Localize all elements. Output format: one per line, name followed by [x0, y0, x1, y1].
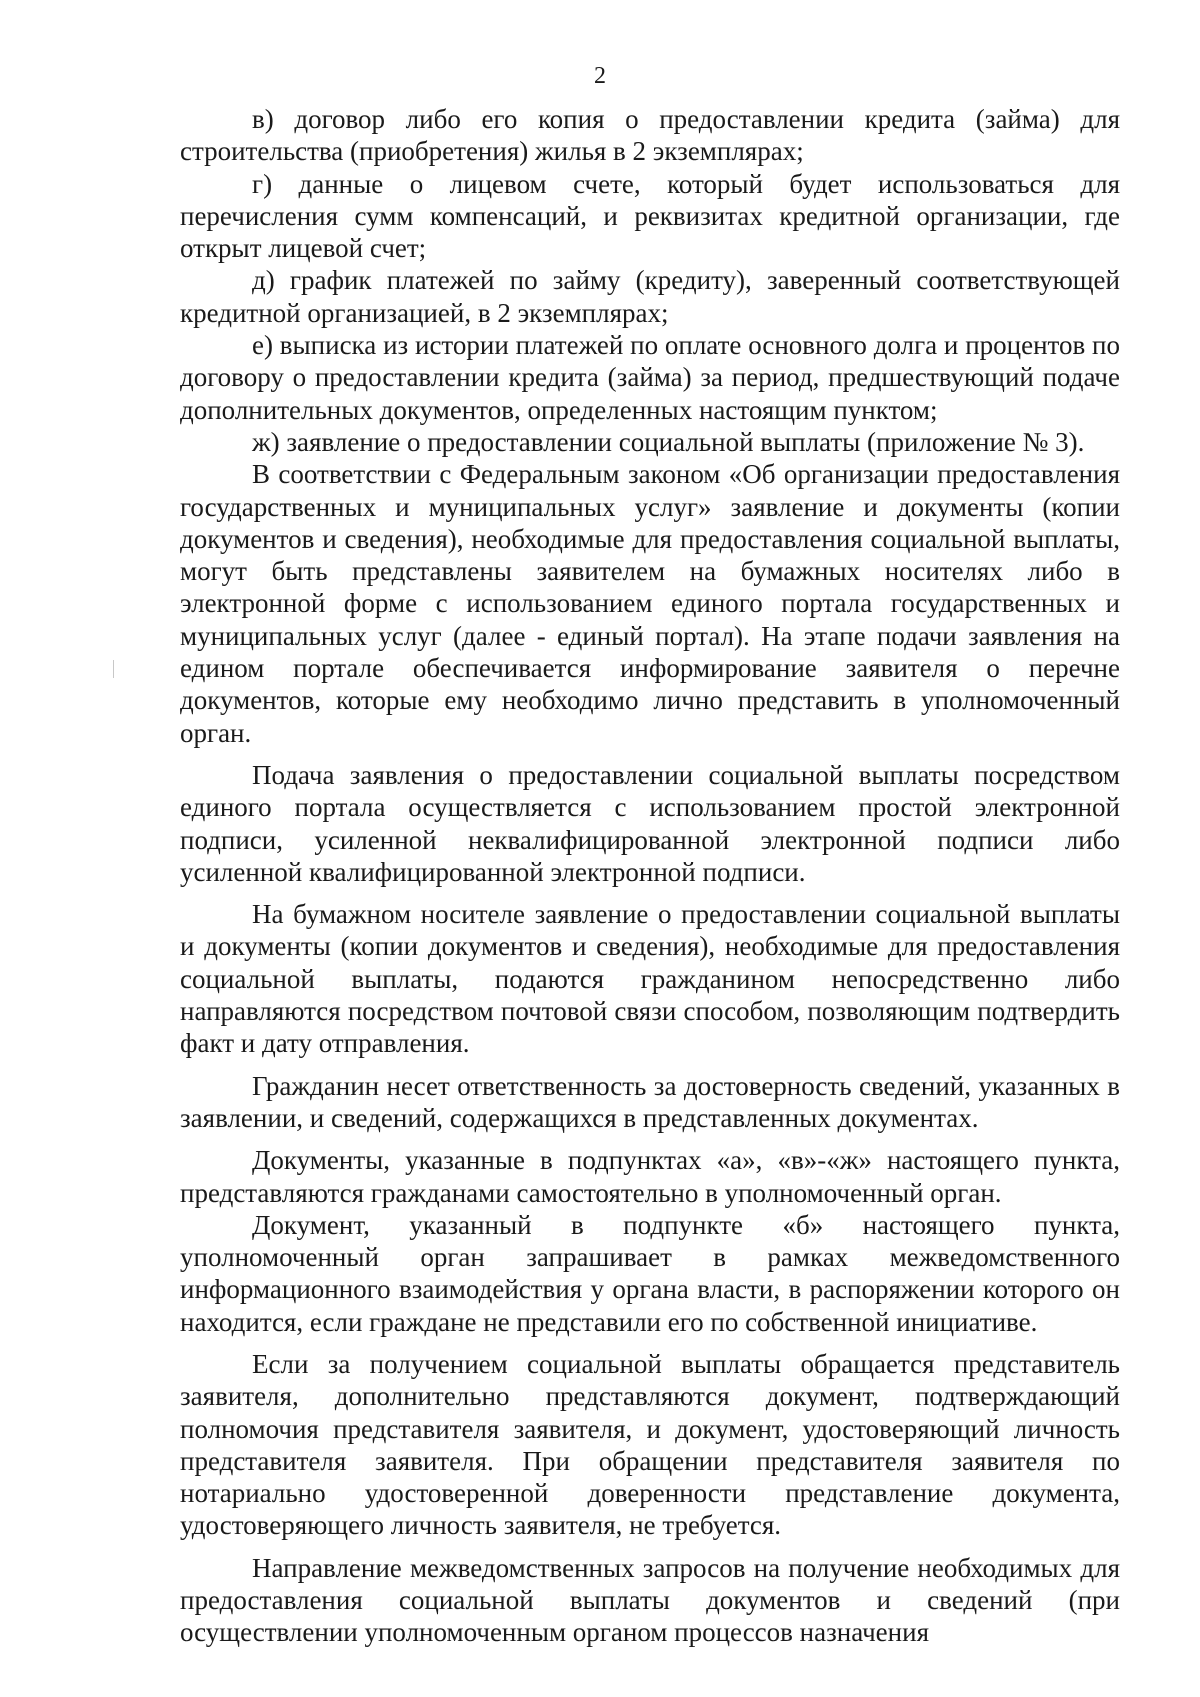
paragraph-portal-submission: Подача заявления о предоставлении социальной выплаты посредством единого портала осуществляется с использованием простой электронной подписи, усиленной неквалифицированной электронной подписи либо усиленной квалифицированной электронной подписи.: [180, 759, 1120, 887]
paragraph-responsibility: Гражданин несет ответственность за достоверность сведений, указанных в заявлении, и сведений, содержащихся в представленных документах.: [180, 1070, 1120, 1133]
paragraph-item-zh: ж) заявление о предоставлении социальной выплаты (приложение № 3).: [252, 426, 1085, 457]
paragraph-paper-submission: На бумажном носителе заявление о предоставлении социальной выплаты и документы (копии документов и сведения), необходимые для предоставления социальной выплаты, подаются гражданином непосредственно либо направляются посредством почтовой связи способом, позволяющим подтвердить факт и дату отправления.: [180, 899, 1120, 1059]
paragraph-item-g: г) данные о лицевом счете, который будет использоваться для перечисления сумм компенсаций, и реквизитах кредитной организации, где открыт лицевой счет;: [180, 168, 1120, 264]
paragraph-item-d: д) график платежей по займу (кредиту), заверенный соответствующей кредитной организацией, в 2 экземплярах;: [180, 265, 1120, 328]
document-body: [180, 103, 1120, 1649]
paragraph-federal-law: В соответствии с Федеральным законом «Об организации предоставления государственных и муниципальных услуг» заявление и документы (копии документов и сведения), необходимые для предоставления социальной выплаты, могут быть представлены заявителем на бумажных носителях либо в электронной форме с использованием единого портала государственных и муниципальных услуг (далее - единый портал). На этапе подачи заявления на едином портале обеспечивается информирование заявителя о перечне документов, которые ему необходимо лично представить в уполномоченный орган.: [180, 459, 1120, 748]
paragraph-item-v: в) договор либо его копия о предоставлении кредита (займа) для строительства (приобретения) жилья в 2 экземплярах;: [180, 104, 1120, 167]
paragraph-interagency-requests: Направление межведомственных запросов на получение необходимых для предоставления социальной выплаты документов и сведений (при осуществлении уполномоченным органом процессов назначения: [180, 1552, 1120, 1648]
page-number: 2: [594, 63, 606, 89]
paragraph-documents-self: Документы, указанные в подпунктах «а», «в»-«ж» настоящего пункта, представляются гражданами самостоятельно в уполномоченный орган.: [180, 1145, 1120, 1208]
scan-mark: [113, 660, 114, 678]
paragraph-document-b: Документ, указанный в подпункте «б» настоящего пункта, уполномоченный орган запрашивает в рамках межведомственного информационного взаимодействия у органа власти, в распоряжении которого он находится, если граждане не представили его по собственной инициативе.: [180, 1209, 1120, 1337]
paragraph-item-e: е) выписка из истории платежей по оплате основного долга и процентов по договору о предоставлении кредита (займа) за период, предшествующий подаче дополнительных документов, определенных настоящим пунктом;: [180, 330, 1120, 425]
paragraph-representative: Если за получением социальной выплаты обращается представитель заявителя, дополнительно представляются документ, подтверждающий полномочия представителя заявителя, и документ, удостоверяющий личность представителя заявителя. При обращении представителя заявителя по нотариально удостоверенной доверенности представление документа, удостоверяющего личность заявителя, не требуется.: [180, 1348, 1120, 1541]
